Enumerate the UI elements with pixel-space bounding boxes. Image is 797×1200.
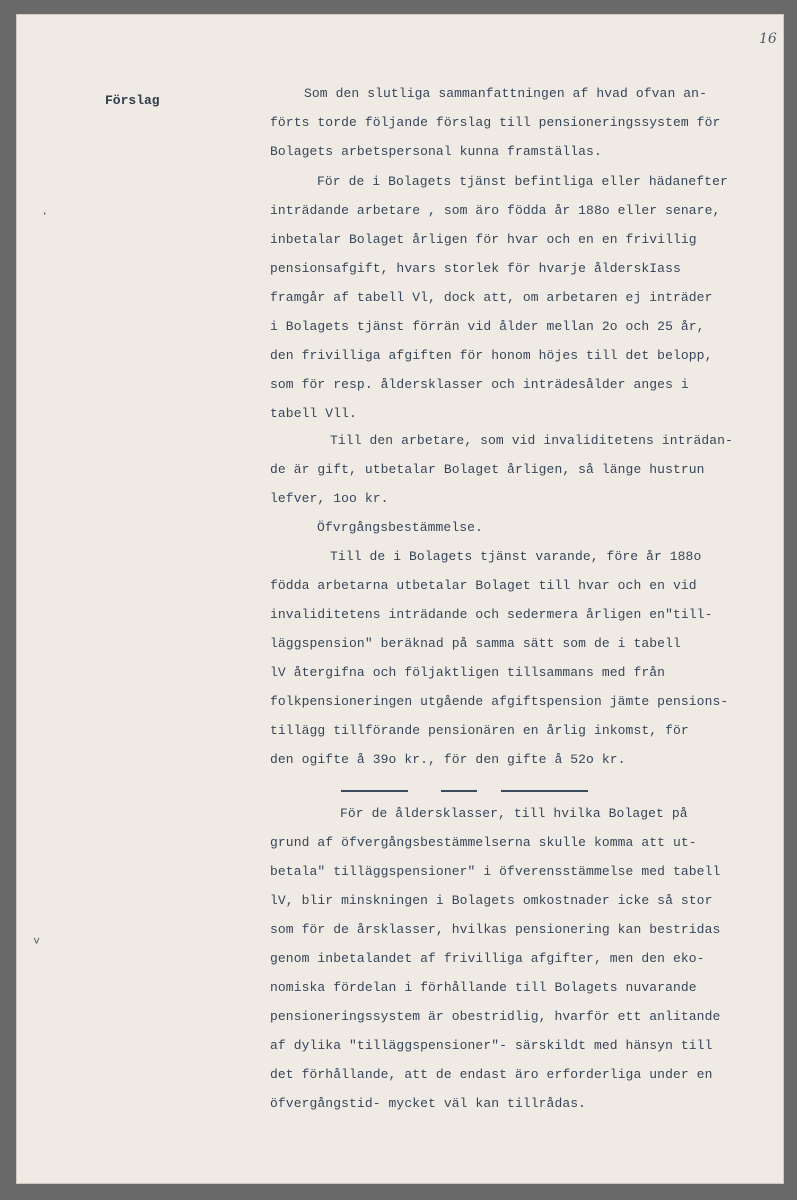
page-number: 16 [759,31,777,47]
text-line: tabell Vll. [270,406,357,421]
paragraph-proposal-intro [270,79,790,166]
text-line: folkpensioneringen utgående afgiftspension jämte pensions- [270,694,729,709]
margin-heading: Förslag [105,93,160,108]
text-line: betala" tilläggspensioner" i öfverensstämmelse med tabell [270,864,721,879]
text-line: som för resp. åldersklasser och inträdesålder anges i [270,377,689,392]
text-line: den ogifte å 39o kr., för den gifte å 52o kr. [270,752,626,767]
section-heading-transition [270,513,790,542]
section-divider-dash-1 [341,790,408,792]
text-line: framgår af tabell Vl, dock att, om arbetaren ej inträder [270,290,713,305]
text-line: pensionsafgift, hvars storlek för hvarje ålderskIass [270,261,681,276]
paragraph-transition-rule [270,542,790,774]
text-line: pensioneringssystem är obestridlig, hvarför ett anlitande [270,1009,721,1024]
text-line: Som den slutliga sammanfattningen af hvad ofvan an- [304,86,707,101]
paragraph-voluntary-fee [270,167,790,428]
text-line: invaliditetens inträdande och sedermera årligen en"till- [270,607,713,622]
margin-check-mark: ˅ [33,935,41,949]
text-line: inträdande arbetare , som äro födda år 188o eller senare, [270,203,721,218]
document-page [16,14,784,1184]
text-line: genom inbetalandet af frivilliga afgifter, men den eko- [270,951,705,966]
text-line: det förhållande, att de endast äro erforderliga under en [270,1067,713,1082]
text-line: läggspension" beräknad på samma sätt som de i tabell [270,636,681,651]
text-line: Öfvrgångsbestämmelse. [317,520,483,535]
text-line: För de i Bolagets tjänst befintliga eller hädanefter [317,174,728,189]
text-line: grund af öfvergångsbestämmelserna skulle komma att ut- [270,835,697,850]
text-line: inbetalar Bolaget årligen för hvar och en en frivillig [270,232,697,247]
text-line: öfvergångstid- mycket väl kan tillrådas. [270,1096,587,1111]
text-line: som för de årsklasser, hvilkas pensionering kan bestridas [270,922,721,937]
text-line: de är gift, utbetalar Bolaget årligen, så länge hustrun [270,462,705,477]
text-line: För de åldersklasser, till hvilka Bolaget på [340,806,688,821]
section-divider-dash-2 [441,790,477,792]
text-line: lV, blir minskningen i Bolagets omkostnader icke så stor [270,893,713,908]
section-divider-dash-3 [501,790,588,792]
text-line: af dylika "tilläggspensioner"- särskildt med hänsyn till [270,1038,713,1053]
text-line: födda arbetarna utbetalar Bolaget till hvar och en vid [270,578,697,593]
text-line: tillägg tillförande pensionären en årlig inkomst, för [270,723,689,738]
paragraph-married-worker [270,426,790,513]
text-line: förts torde följande förslag till pensioneringssystem för [270,115,721,130]
text-line: Till de i Bolagets tjänst varande, före år 188o [330,549,702,564]
text-line: i Bolagets tjänst förrän vid ålder mellan 2o och 25 år, [270,319,705,334]
text-line: den frivilliga afgiften för honom höjes till det belopp, [270,348,713,363]
paragraph-economic-advantage [270,799,790,1118]
margin-tick-mark: · [41,207,49,221]
text-line: nomiska fördelan i förhållande till Bolagets nuvarande [270,980,697,995]
text-line: Bolagets arbetspersonal kunna framställas. [270,144,602,159]
text-line: lefver, 1oo kr. [270,491,389,506]
text-line: lV återgifna och följaktligen tillsammans med från [270,665,666,680]
text-line: Till den arbetare, som vid invaliditetens inträdan- [330,433,733,448]
